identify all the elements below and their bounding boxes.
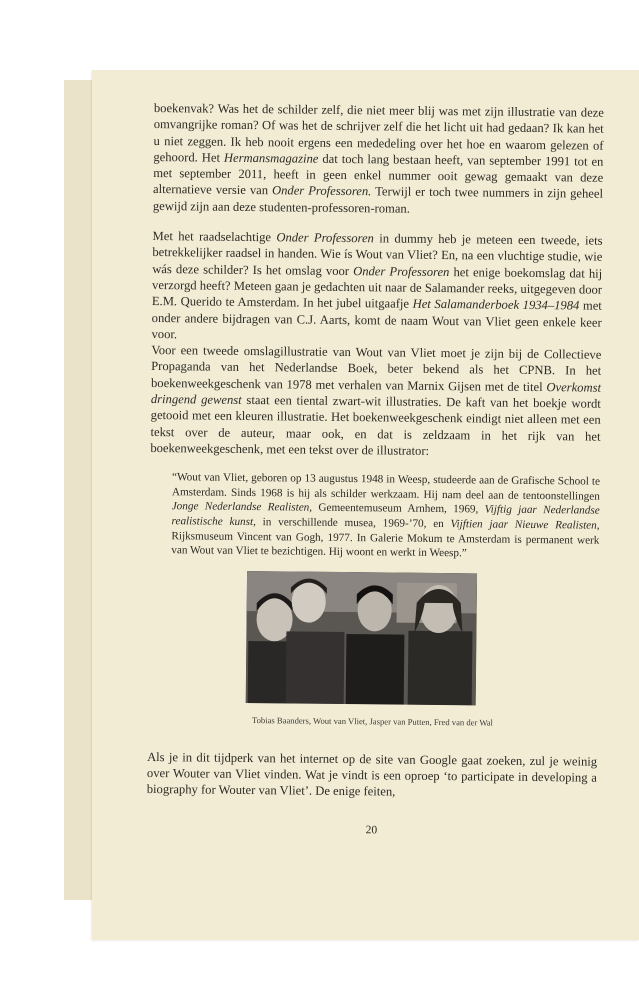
text-run: Voor een tweede omslagillustratie van Wout van Vliet moet je zijn bij de Collectieve Propaganda van het Nederlandse Boek, beter bekend als het CPNB. In het boekenweekgeschenk van 1978 met verhalen van Marnix Gijsen met de titel — [150, 343, 602, 394]
text-run: , Gemeentemuseum Arnhem, 1969, — [309, 502, 485, 516]
block-quote — [171, 470, 600, 562]
text-run: , in verschillende musea, 1969-’70, en — [253, 516, 451, 531]
italic-title: Onder Professoren. — [271, 183, 372, 199]
photo-caption: Tobias Baanders, Wout van Vliet, Jasper van Putten, Fred van der Wal — [251, 714, 494, 728]
italic-title: Jonge Nederlandse Realisten — [171, 500, 310, 515]
photo-illustration — [246, 571, 477, 705]
text-run: “Wout van Vliet, geboren op 13 augustus 1948 in Weesp, studeerde aan de Grafische School te Amsterdam. Sinds 1968 is hij als schilder werkzaam. Hij nam deel aan de tentoonstellingen — [171, 471, 601, 503]
text-run: staat een tiental zwart-wit illustraties. De kaft van het boekje wordt getooid met een kleuren illustratie. Het boekenweekgeschenk eindigt niet alleen met een tekst over de auteur, maar ook, en dat is zeldzaam in het rijk van het boekenweekgeschenk, met een tekst over de illustrator: — [150, 392, 601, 458]
page-content — [146, 100, 604, 841]
group-photo — [246, 571, 477, 705]
italic-title: Vijftien jaar Nieuwe Realisten — [450, 518, 597, 532]
text-run: met onder andere bijdragen van C.J. Aarts, komt de naam Wout van Vliet geen enkele keer voor. — [151, 298, 602, 342]
text-run: Met het raadselachtige — [152, 229, 277, 245]
paragraph-1 — [153, 100, 604, 219]
text-run: dat toch lang bestaan heeft, van september 1991 tot en met september 2011, heeft in geen enkel nummer ooit gewag gemaakt van deze alternatieve versie van — [152, 151, 604, 198]
italic-title: Hermansmagazine — [223, 150, 319, 166]
text-run: het enige boekomslag dat hij verzorgd heeft? Meteen gaan je gedachten uit naar de Salamander reeks, uitgegeven door E.M. Querido te Amsterdam. In het jubel uitgaafje — [151, 264, 603, 311]
italic-title: Onder Professoren — [353, 263, 450, 279]
italic-title: Onder Professoren — [276, 230, 374, 246]
book-page — [92, 70, 639, 940]
text-run: in dummy heb je meteen een tweede, iets betrekkelijker raadsel in handen. Wie ís Wout van Vliet? En, na een vluchtige studie, wie wás deze schilder? Is het omslag voor — [152, 231, 603, 278]
paragraph-3 — [150, 342, 601, 461]
paragraph-4: Als je in dit tijdperk van het internet op de site van Google gaat zoeken, zul je weinig over Wouter van Vliet vinden. Wat je vindt is een oproep ‘to participate in developing a biography for Wouter van Vliet’. De enige feiten, — [146, 749, 598, 799]
paragraph-2 — [151, 228, 602, 347]
page-number: 20 — [365, 823, 378, 837]
italic-title: Overkomst dringend gewenst — [150, 379, 602, 407]
italic-title: Het Salamanderboek 1934–1984 — [412, 296, 580, 313]
text-run: Terwijl er toch twee nummers in zijn geheel gewijd zijn aan deze studenten-professoren-roman. — [152, 184, 604, 216]
text-run: boekenvak? Was het de schilder zelf, die niet meer blij was met zijn illustratie van deze omvangrijke roman? Of was het de schrijver zelf die het licht uit had gedaan? Ik kan het u niet zeggen. Ik heb nooit ergens een mededeling over het hoe en waarom gelezen of gehoord. Het — [153, 100, 604, 165]
italic-title: Vijftig jaar Nederlandse realistische kunst — [171, 503, 600, 529]
text-run: , Rijksmuseum Vincent van Gogh, 1977. In Galerie Mokum te Amsterdam is permanent werk van Wout van Vliet te bezichtigen. Hij woont en werkt in Weesp.” — [171, 519, 600, 560]
